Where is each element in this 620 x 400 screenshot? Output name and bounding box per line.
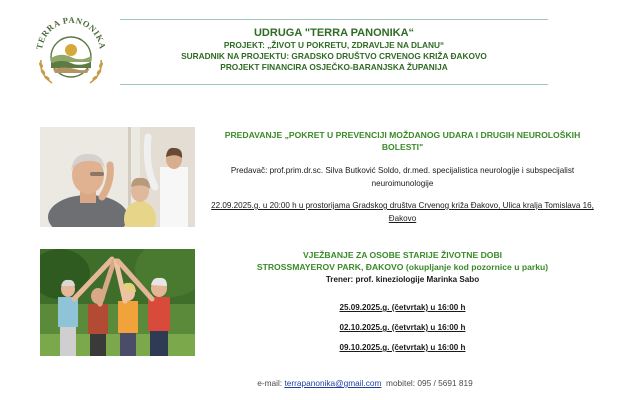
exercise-photo bbox=[40, 249, 195, 356]
exercise-trainer: Trener: prof. kineziologije Marinka Sabo bbox=[325, 275, 480, 284]
footer-phone: mobitel: 095 / 5691 819 bbox=[386, 378, 473, 388]
footer-email-label: e-mail: bbox=[257, 378, 283, 388]
lecture-place bbox=[205, 199, 600, 225]
lecture-photo bbox=[40, 127, 195, 227]
exercise-date-1 bbox=[205, 302, 600, 314]
exercise-date-3 bbox=[205, 342, 600, 354]
exercise-date-1-text: 25.09.2025.g. (četvrtak) u 16:00 h bbox=[339, 303, 466, 312]
logo-text: TERRA PANONIKA bbox=[34, 14, 108, 51]
lecture-place-text: 22.09.2025.g. u 20:00 h u prostorijama Gradskog društva Crvenog križa Đakovo, Ulica kralja Tomislava 16, Đakovo bbox=[211, 201, 594, 223]
exercise-date-2-text: 02.10.2025.g. (četvrtak) u 16:00 h bbox=[339, 323, 466, 332]
exercise-title-line2: STROSSMAYEROV PARK, ĐAKOVO (okupljanje kod pozornice u parku) bbox=[256, 262, 549, 272]
footer-email-link[interactable]: terrapanonika@gmail.com bbox=[284, 378, 382, 388]
header-project: PROJEKT: „ŽIVOT U POKRETU, ZDRAVLJE NA DLANU“ bbox=[223, 40, 445, 50]
header-funding: PROJEKT FINANCIRA OSJEČKO-BARANJSKA ŽUPANIJA bbox=[220, 62, 448, 72]
exercise-title bbox=[205, 249, 600, 273]
exercise-date-3-text: 09.10.2025.g. (četvrtak) u 16:00 h bbox=[339, 343, 466, 352]
exercise-title-line1: VJEŽBANJE ZA OSOBE STARIJE ŽIVOTNE DOBI bbox=[302, 250, 503, 260]
header-bottom-rule bbox=[120, 84, 548, 85]
exercise-date-2 bbox=[205, 322, 600, 334]
header-top-rule bbox=[120, 19, 548, 20]
header-partner: SURADNIK NA PROJEKTU: GRADSKO DRUŠTVO CRVENOG KRIŽA ĐAKOVO bbox=[181, 51, 487, 61]
terra-panonika-logo bbox=[30, 10, 112, 92]
header-block bbox=[120, 27, 548, 73]
lecture-title: PREDAVANJE „POKRET U PREVENCIJI MOŽDANOG UDARA I DRUGIH NEUROLOŠKIH BOLESTI" bbox=[224, 130, 581, 152]
footer-contact bbox=[120, 377, 610, 389]
lecture-lecturer: Predavač: prof.prim.dr.sc. Silva Butković Soldo, dr.med. specijalistica neurologije i subspecijalist neuroimunologije bbox=[230, 166, 575, 188]
header-org: UDRUGA "TERRA PANONIKA“ bbox=[253, 27, 415, 39]
